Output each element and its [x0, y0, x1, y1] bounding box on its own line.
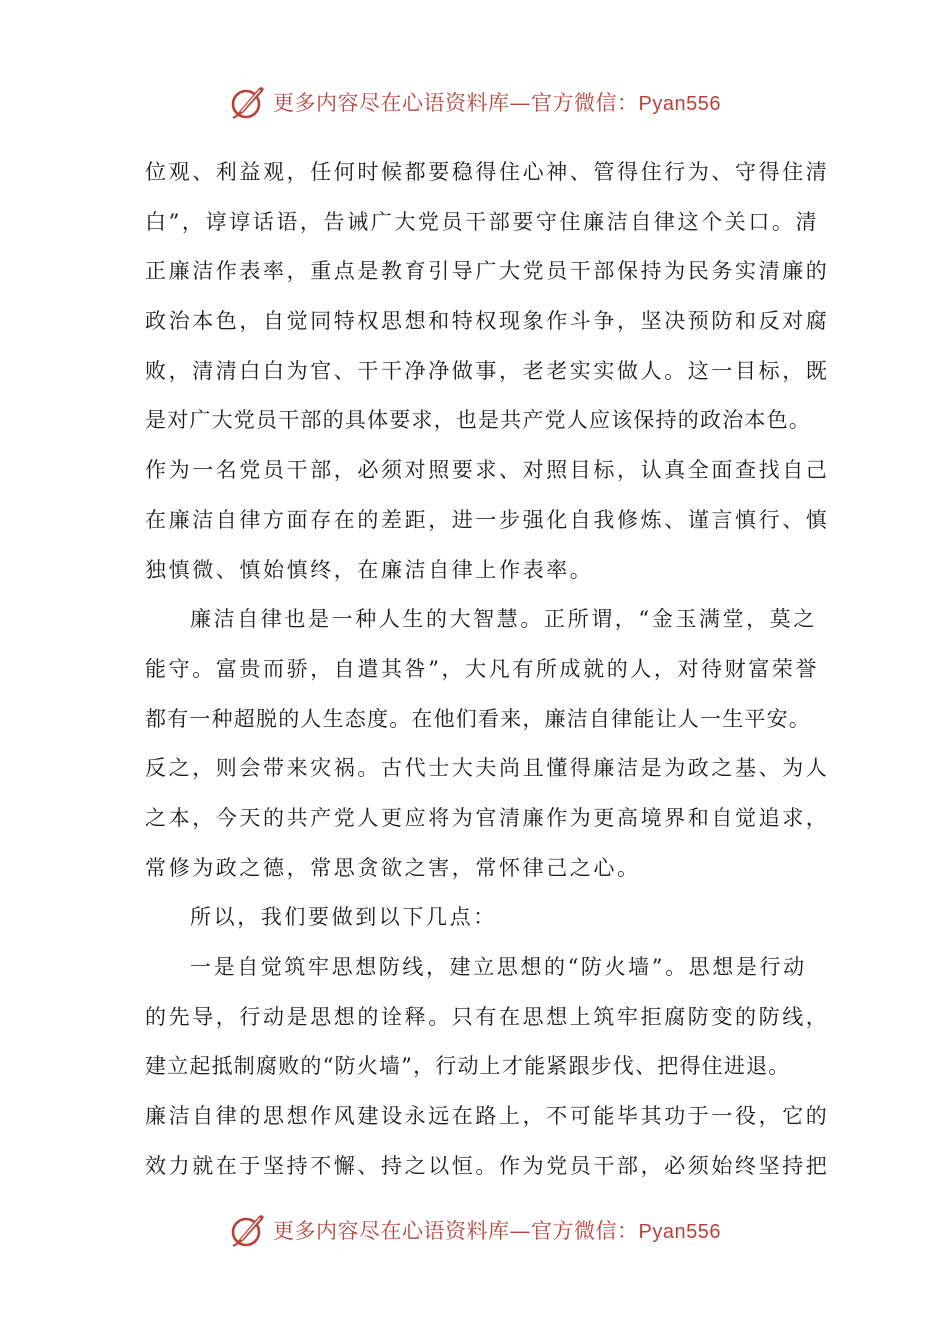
header-brand: 更多内容尽在心语资料库 [273, 91, 510, 115]
body-line: 之本，今天的共产党人更应将为官清廉作为更高境界和自觉追求， [145, 805, 830, 830]
document-body [145, 148, 830, 1191]
body-line: 败，清清白白为官、干干净净做事，老老实实做人。这一目标，既 [145, 358, 830, 383]
footer-brand: 更多内容尽在心语资料库 [273, 1219, 510, 1243]
body-line: 建立起抵制腐败的“防火墙”，行动上才能紧跟步伐、把得住进退。 [145, 1054, 791, 1079]
quill-logo-icon [229, 82, 269, 122]
header-text [273, 87, 721, 117]
body-line: 在廉洁自律方面存在的差距，进一步强化自我修炼、谨言慎行、慎 [145, 507, 830, 532]
body-line: 正廉洁作表率，重点是教育引导广大党员干部保持为民务实清廉的 [145, 259, 830, 284]
quill-logo-icon [229, 1210, 269, 1250]
body-line: 常修为政之德，常思贪欲之害，常怀律己之心。 [145, 855, 641, 880]
body-line: 廉洁自律的思想作风建设永远在路上，不可能毕其功于一役，它的 [145, 1104, 830, 1129]
body-line: 都有一种超脱的人生态度。在他们看来，廉洁自律能让人一生平安。 [145, 706, 811, 731]
body-line: 位观、利益观，任何时候都要稳得住心神、管得住行为、守得住清 [145, 160, 830, 184]
body-line: 反之，则会带来灾祸。古代士大夫尚且懂得廉洁是为政之基、为人 [145, 756, 830, 781]
footer-text [273, 1215, 721, 1245]
body-line: 作为一名党员干部，必须对照要求、对照目标，认真全面查找自己 [145, 458, 830, 483]
body-line: 是对广大党员干部的具体要求，也是共产党人应该保持的政治本色。 [145, 408, 811, 433]
body-line: 所以，我们要做到以下几点： [190, 905, 497, 930]
header-banner [0, 80, 950, 124]
header-wechat-id: Pyan556 [638, 93, 721, 115]
body-line: 廉洁自律也是一种人生的大智慧。正所谓，“金玉满堂，莫之 [190, 607, 817, 632]
body-line: 能守。富贵而骄，自遣其咎”，大凡有所成就的人，对待财富荣誉 [145, 656, 820, 681]
footer-wechat-id: Pyan556 [638, 1221, 721, 1243]
body-line: 独慎微、慎始慎终，在廉洁自律上作表率。 [145, 557, 594, 582]
body-line: 效力就在于坚持不懈、持之以恒。作为党员干部，必须始终坚持把 [145, 1153, 830, 1178]
header-wechat-label: 官方微信： [531, 91, 639, 115]
body-line: 一是自觉筑牢思想防线，建立思想的“防火墙”。思想是行动 [190, 955, 807, 979]
footer-wechat-label: 官方微信： [531, 1219, 639, 1243]
body-line: 政治本色，自觉同特权思想和特权现象作斗争，坚决预防和反对腐 [145, 309, 830, 334]
footer-dash: — [509, 1219, 532, 1243]
body-line: 的先导，行动是思想的诠释。只有在思想上筑牢拒腐防变的防线， [145, 1004, 830, 1029]
footer-banner [0, 1208, 950, 1252]
header-dash: — [509, 91, 532, 115]
body-line: 白”，谆谆话语，告诫广大党员干部要守住廉洁自律这个关口。清 [145, 209, 820, 234]
